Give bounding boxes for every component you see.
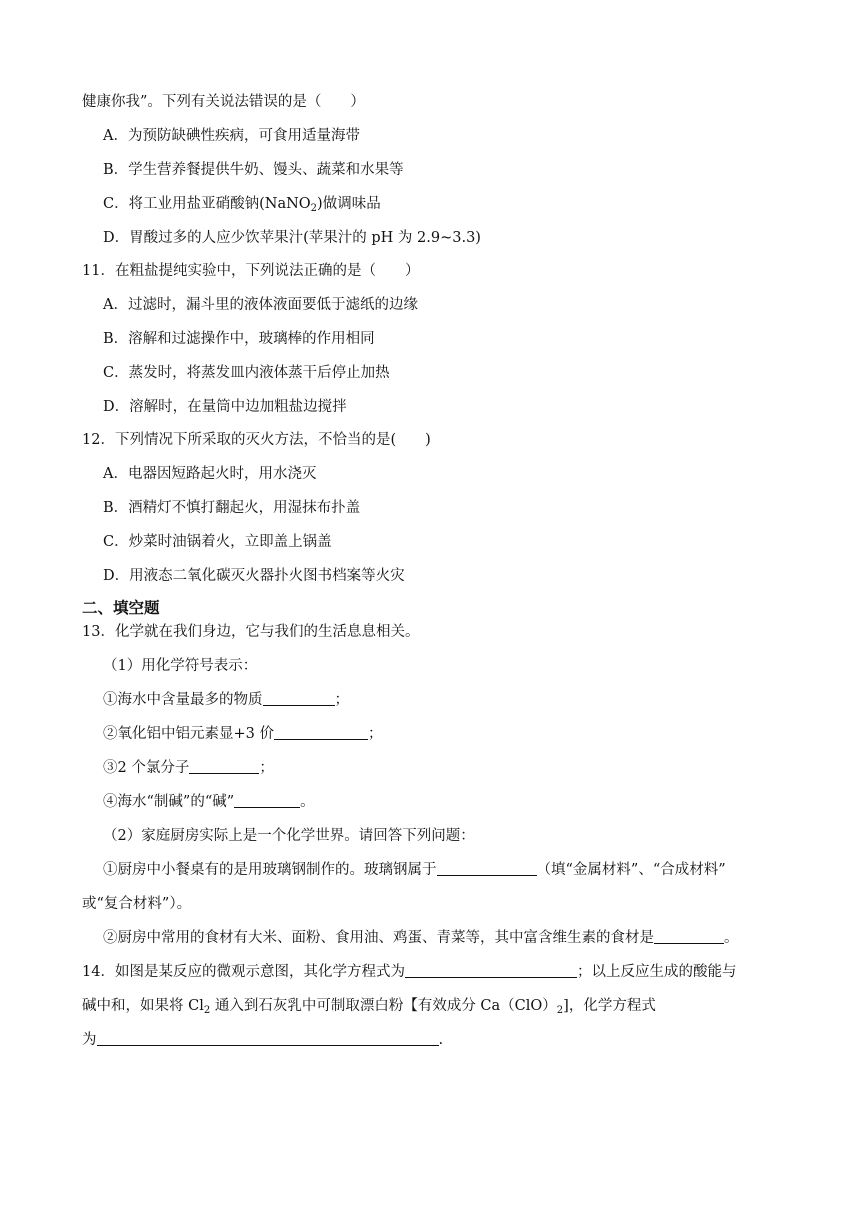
q14-line-1-text: 14．如图是某反应的微观示意图，其化学方程式为 — [82, 964, 405, 980]
q13-item-1-text: ①海水中含量最多的物质 — [103, 692, 263, 708]
q11-option-c: C．蒸发时，将蒸发皿内液体蒸干后停止加热 — [103, 365, 390, 381]
q12-option-b: B．酒精灯不慎打翻起火，用湿抹布扑盖 — [103, 500, 361, 516]
q14-line-2-c: ]，化学方程式 — [563, 998, 656, 1014]
answer-blank[interactable] — [234, 793, 300, 808]
q10-option-c — [103, 194, 381, 219]
q13-item-4-text: ④海水“制碱”的“碱” — [103, 794, 235, 810]
q11-option-a: A．过滤时，漏斗里的液体液面要低于滤纸的边缘 — [103, 297, 418, 313]
q10-option-c-text: C．将工业用盐亚硝酸钠(NaNO — [103, 196, 311, 212]
q14-line-3-text: 为 — [82, 1032, 97, 1048]
q13-item-2b-text: ②厨房中常用的食材有大米、面粉、食用油、鸡蛋、青菜等，其中富含维生素的食材是 — [103, 930, 654, 946]
q14-line-1-end: ；以上反应生成的酸能与 — [576, 964, 737, 980]
q13-item-1 — [103, 690, 349, 710]
q13-item-2a-text: ①厨房中小餐桌有的是用玻璃钢制作的。玻璃钢属于 — [103, 862, 437, 878]
q13-item-2a — [103, 860, 726, 880]
q14-subscript-1: 2 — [203, 1005, 211, 1016]
q14-line-3 — [82, 1030, 443, 1050]
q13-part2: （2）家庭厨房实际上是一个化学世界。请回答下列问题： — [103, 828, 475, 844]
q11-option-d: D．溶解时，在量筒中边加粗盐边搅拌 — [103, 399, 347, 415]
q14-subscript-2: 2 — [556, 1005, 564, 1016]
answer-blank[interactable] — [654, 929, 724, 944]
q13-item-3-end: ； — [259, 760, 274, 776]
q12-stem: 12．下列情况下所采取的灭火方法，不恰当的是( ) — [82, 432, 431, 448]
q14-line-2-b: 通入到石灰乳中可制取漂白粉【有效成分 Ca（ClO） — [210, 998, 557, 1014]
q10-option-c-tail: )做调味品 — [317, 196, 381, 212]
q12-option-c: C．炒菜时油锅着火，立即盖上锅盖 — [103, 534, 332, 550]
q13-item-2b-end: 。 — [724, 930, 739, 946]
q13-item-2a-cont: 或“复合材料”）。 — [82, 896, 192, 912]
q13-stem: 13．化学就在我们身边，它与我们的生活息息相关。 — [82, 624, 420, 640]
q14-line-2-a: 碱中和，如果将 Cl — [82, 998, 204, 1014]
q13-item-2-text: ②氧化铝中铝元素显+3 价 — [103, 726, 274, 742]
q10-stem-tail: 健康你我”。下列有关说法错误的是（ ） — [82, 94, 365, 110]
q13-item-4 — [103, 792, 315, 812]
q10-option-b: B．学生营养餐提供牛奶、馒头、蔬菜和水果等 — [103, 162, 404, 178]
answer-blank[interactable] — [437, 861, 537, 876]
q10-option-d: D．胃酸过多的人应少饮苹果汁(苹果汁的 pH 为 2.9~3.3) — [103, 230, 481, 246]
q13-item-3 — [103, 758, 274, 778]
q13-part1: （1）用化学符号表示： — [103, 658, 258, 674]
q13-item-2b — [103, 928, 739, 948]
answer-blank[interactable] — [274, 725, 368, 740]
q12-option-a: A．电器因短路起火时，用水浇灭 — [103, 466, 317, 482]
q13-item-2 — [103, 724, 382, 744]
q14-line-3-end: . — [438, 1032, 444, 1048]
section-heading: 二、填空题 — [82, 599, 160, 617]
q14-line-2 — [82, 996, 656, 1021]
answer-blank[interactable] — [97, 1031, 439, 1046]
q11-option-b: B．溶解和过滤操作中，玻璃棒的作用相同 — [103, 331, 375, 347]
q10-option-c-subscript: 2 — [310, 203, 318, 214]
answer-blank[interactable] — [189, 759, 259, 774]
answer-blank[interactable] — [263, 691, 335, 706]
q13-item-1-end: ； — [334, 692, 349, 708]
q10-option-a: A．为预防缺碘性疾病，可食用适量海带 — [103, 128, 360, 144]
q13-item-2a-end: （填“金属材料”、“合成材料” — [536, 862, 726, 878]
answer-blank[interactable] — [405, 963, 577, 978]
q13-item-3-text: ③2 个氯分子 — [103, 760, 190, 776]
q14-line-1 — [82, 962, 736, 982]
q11-stem: 11．在粗盐提纯实验中，下列说法正确的是（ ） — [82, 263, 420, 279]
q13-item-4-end: 。 — [300, 794, 315, 810]
q13-item-2-end: ； — [367, 726, 383, 742]
q12-option-d: D．用液态二氧化碳灭火器扑火图书档案等火灾 — [103, 568, 405, 584]
